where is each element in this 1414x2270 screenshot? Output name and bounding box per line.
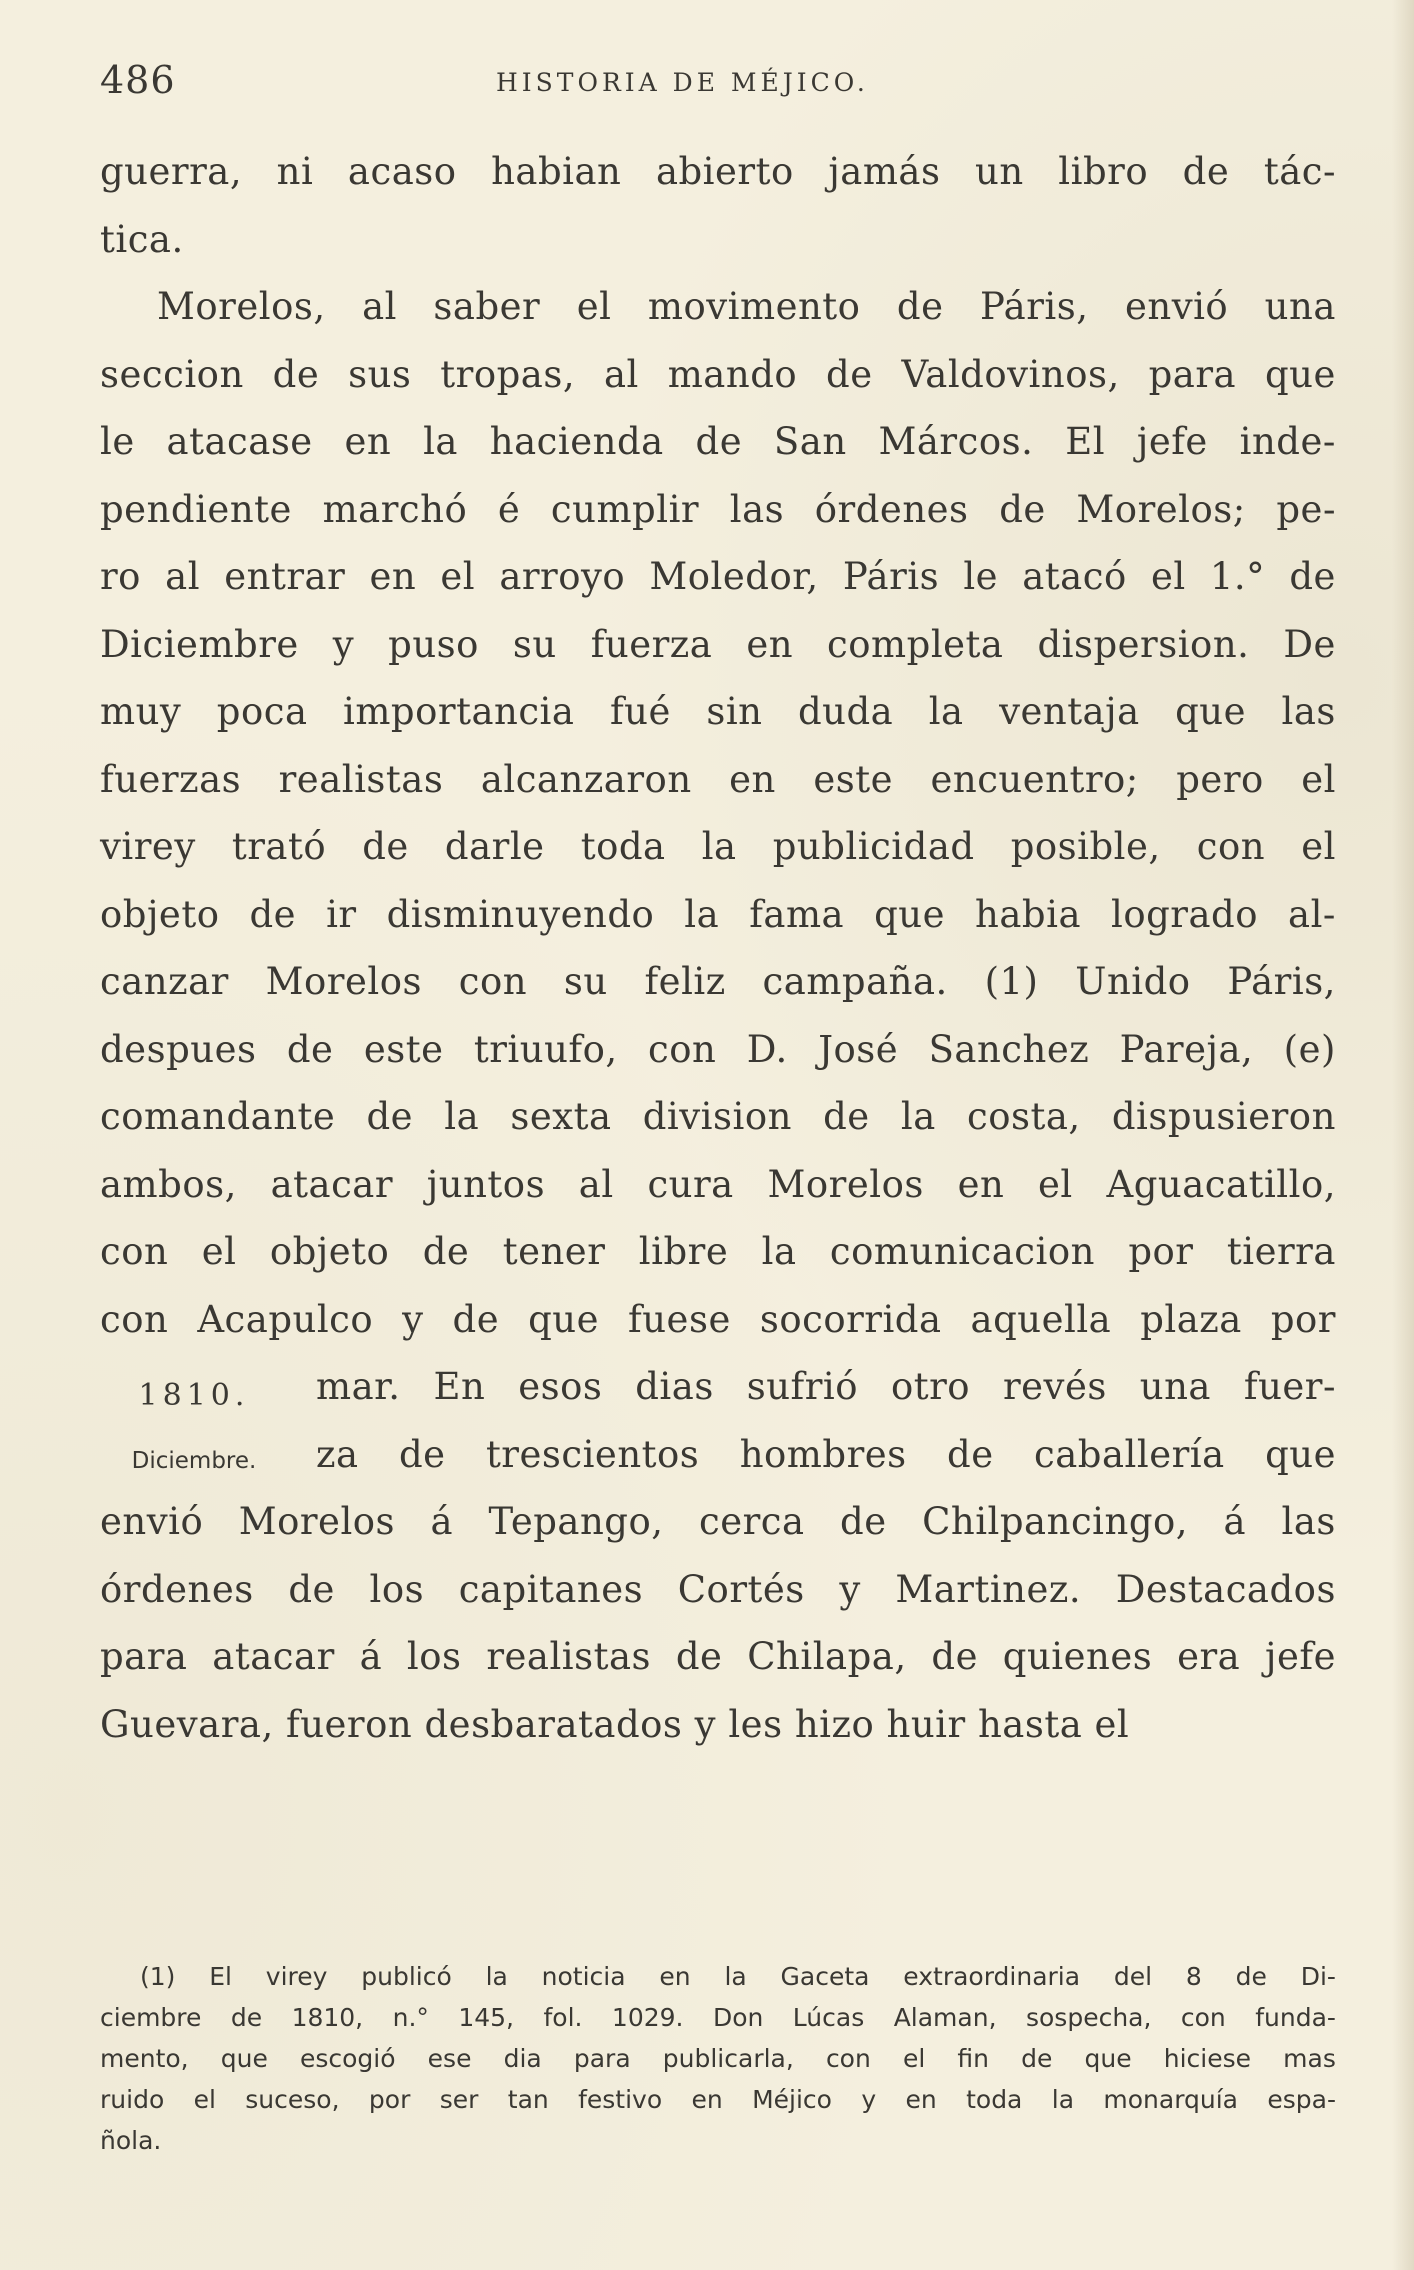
- margin-note-year: 1810.: [138, 1378, 250, 1413]
- text-line: despues de este triuufo, con D. José Sanchez Pareja, (e): [100, 1027, 1336, 1071]
- text-line: guerra, ni acaso habian abierto jamás un libro de tác-: [100, 150, 1336, 193]
- text-line: comandante de la sexta division de la costa, dispusieron: [100, 1095, 1336, 1138]
- text-line: órdenes de los capitanes Cortés y Martinez. Destacados: [100, 1567, 1336, 1611]
- text-line: virey trató de darle toda la publicidad posible, con el: [100, 825, 1336, 868]
- footnote-line: (1) El virey publicó la noticia en la Gaceta extraordinaria del 8 de Di-: [140, 1962, 1336, 1991]
- text-line: con Acapulco y de que fuese socorrida aquella plaza por: [100, 1297, 1336, 1341]
- footnote-line: ciembre de 1810, n.° 145, fol. 1029. Don Lúcas Alaman, sospecha, con funda-: [100, 2003, 1336, 2032]
- text-line: envió Morelos á Tepango, cerca de Chilpancingo, á las: [100, 1500, 1336, 1543]
- page-edge-shadow: [1392, 0, 1414, 2270]
- text-line: Morelos, al saber el movimento de Páris, envió una: [157, 285, 1336, 328]
- footnote-line: ñola.: [100, 2126, 162, 2155]
- text-line: canzar Morelos con su feliz campaña. (1) Unido Páris,: [100, 960, 1336, 1003]
- text-line: za de trescientos hombres de caballería que: [316, 1432, 1336, 1476]
- footnote: [100, 1956, 1336, 2161]
- text-line: muy poca importancia fué sin duda la ventaja que las: [100, 690, 1336, 733]
- running-title: HISTORIA DE MÉJICO.: [496, 68, 869, 97]
- text-line: objeto de ir disminuyendo la fama que habia logrado al-: [100, 892, 1336, 936]
- text-line: mar. En esos dias sufrió otro revés una fuer-: [316, 1365, 1336, 1408]
- text-line: Diciembre y puso su fuerza en completa dispersion. De: [100, 622, 1336, 666]
- text-line: fuerzas realistas alcanzaron en este encuentro; pero el: [100, 757, 1336, 801]
- footnote-line: ruido el suceso, por ser tan festivo en Méjico y en toda la monarquía espa-: [100, 2085, 1336, 2114]
- margin-note-month: Diciembre.: [131, 1448, 257, 1474]
- text-line: tica.: [100, 217, 184, 261]
- text-line: pendiente marchó é cumplir las órdenes de Morelos; pe-: [100, 487, 1336, 531]
- footnote-line: mento, que escogió ese dia para publicarla, con el fin de que hiciese mas: [100, 2044, 1336, 2073]
- text-line: seccion de sus tropas, al mando de Valdovinos, para que: [100, 352, 1336, 396]
- page-number: 486: [100, 58, 176, 102]
- text-line: con el objeto de tener libre la comunicacion por tierra: [100, 1230, 1336, 1273]
- body-text: [100, 138, 1336, 1758]
- text-line: para atacar á los realistas de Chilapa, de quienes era jefe: [100, 1635, 1336, 1678]
- page-header: [100, 58, 1336, 118]
- text-line: ambos, atacar juntos al cura Morelos en el Aguacatillo,: [100, 1162, 1336, 1206]
- text-line: le atacase en la hacienda de San Márcos. El jefe inde-: [100, 420, 1336, 463]
- text-line: ro al entrar en el arroyo Moledor, Páris le atacó el 1.° de: [100, 555, 1336, 598]
- text-line: Guevara, fueron desbaratados y les hizo huir hasta el: [100, 1702, 1130, 1746]
